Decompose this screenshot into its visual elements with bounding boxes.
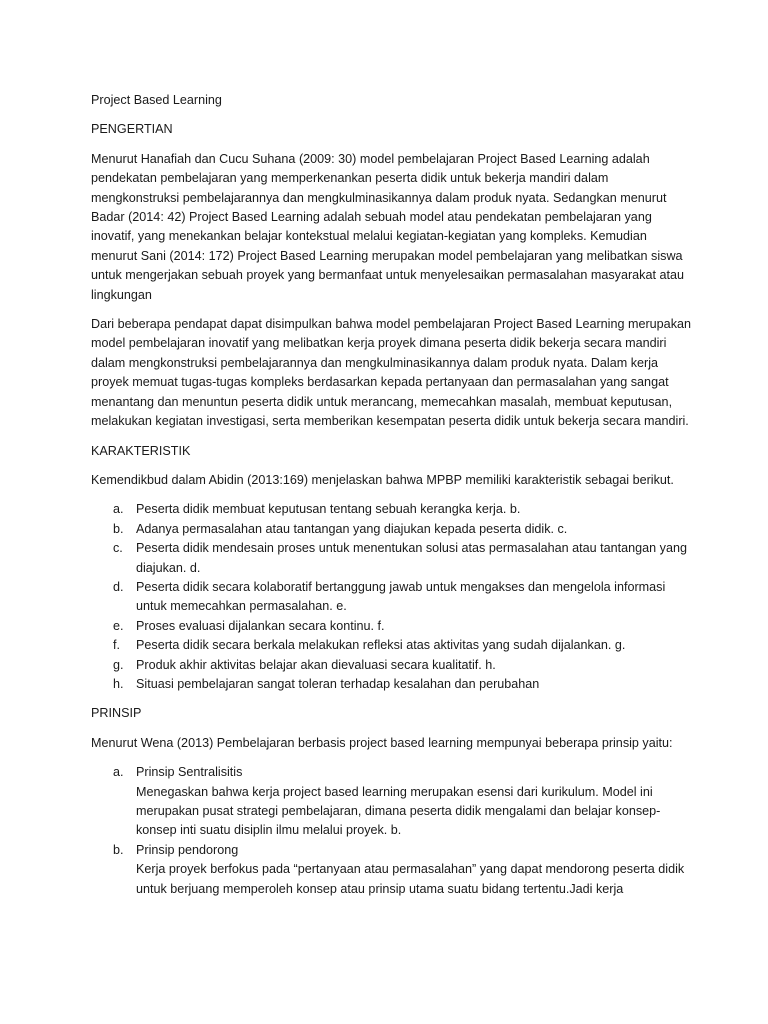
list-item	[91, 656, 691, 675]
list-item	[91, 578, 691, 617]
list-item	[91, 539, 691, 578]
list-item-text: Kerja proyek berfokus pada “pertanyaan atau permasalahan” yang dapat mendorong peserta didik untuk berjuang memperoleh konsep atau prinsip utama suatu bidang tertentu.Jadi kerja	[136, 862, 685, 896]
list-marker: b.	[113, 842, 124, 857]
list-marker: a.	[113, 765, 124, 780]
list-item-title: Prinsip pendorong	[136, 842, 239, 857]
heading-prinsip: PRINSIP	[91, 706, 142, 721]
list-marker: f.	[113, 638, 120, 653]
list-item-text: Proses evaluasi dijalankan secara kontinu. f.	[136, 618, 385, 633]
list-item-text: Adanya permasalahan atau tantangan yang diajukan kepada peserta didik. c.	[136, 521, 568, 536]
karakteristik-list	[91, 500, 691, 694]
list-marker: a.	[113, 502, 124, 517]
list-item-text: Peserta didik secara berkala melakukan refleksi atas aktivitas yang sudah dijalankan. g.	[136, 638, 626, 653]
karakteristik-intro: Kemendikbud dalam Abidin (2013:169) menjelaskan bahwa MPBP memiliki karakteristik sebagai berikut.	[91, 472, 674, 487]
list-item	[91, 520, 691, 539]
list-marker: d.	[113, 579, 124, 594]
list-marker: e.	[113, 618, 124, 633]
list-item-text: Produk akhir aktivitas belajar akan dievaluasi secara kualitatif. h.	[136, 657, 496, 672]
list-item-text: Peserta didik mendesain proses untuk menentukan solusi atas permasalahan atau tantangan yang diajukan. d.	[136, 541, 687, 575]
list-item	[91, 841, 691, 899]
list-marker: h.	[113, 676, 124, 691]
document-page	[91, 91, 691, 909]
list-item	[91, 675, 691, 694]
list-item	[91, 617, 691, 636]
heading-pengertian: PENGERTIAN	[91, 122, 173, 137]
prinsip-intro: Menurut Wena (2013) Pembelajaran berbasis project based learning mempunyai beberapa prinsip yaitu:	[91, 735, 673, 750]
list-marker: c.	[113, 541, 123, 556]
list-item-text: Situasi pembelajaran sangat toleran terhadap kesalahan dan perubahan	[136, 676, 540, 691]
list-marker: g.	[113, 657, 124, 672]
list-marker: b.	[113, 521, 124, 536]
document-title: Project Based Learning	[91, 93, 222, 107]
pengertian-paragraph-2: Dari beberapa pendapat dapat disimpulkan bahwa model pembelajaran Project Based Learning merupakan model pembelajaran inovatif yang melibatkan kerja proyek dimana peserta didik bekerja secara mandiri dalam mengkonstruksi pembelajarannya dan mengkulminasikannya dalam produk nyata. Dalam kerja proyek memuat tugas-tugas kompleks berdasarkan kepada pertanyaan dan permasalahan yang sangat menantang dan menuntun peserta didik untuk merancang, memecahkan masalah, membuat keputusan, melakukan kegiatan investigasi, serta memberikan kesempatan peserta didik untuk bekerja secara mandiri.	[91, 317, 691, 429]
list-item-text: Menegaskan bahwa kerja project based learning merupakan esensi dari kurikulum. Model ini merupakan pusat strategi pembelajaran, dimana peserta didik mengalami dan belajar konsep-konsep inti suatu disiplin ilmu melalui proyek. b.	[136, 784, 661, 838]
list-item	[91, 636, 691, 655]
list-item-text: Peserta didik secara kolaboratif bertanggung jawab untuk mengakses dan mengelola informasi untuk memecahkan permasalahan. e.	[136, 579, 666, 614]
heading-karakteristik: KARAKTERISTIK	[91, 443, 191, 458]
prinsip-list	[91, 763, 691, 899]
pengertian-paragraph-1: Menurut Hanafiah dan Cucu Suhana (2009: 30) model pembelajaran Project Based Learning adalah pendekatan pembelajaran yang memperkenankan peserta didik untuk bekerja mandiri dalam mengkonstruksi pembelajarannya dan mengkulminasikannya dalam produk nyata. Sedangkan menurut Badar (2014: 42) Project Based Learning adalah sebuah model atau pendekatan pembelajaran yang inovatif, yang menekankan belajar kontekstual melalui kegiatan-kegiatan yang kompleks. Kemudian menurut Sani (2014: 172) Project Based Learning merupakan model pembelajaran yang melibatkan siswa untuk mengerjakan sebuah proyek yang bermanfaat untuk menyelesaikan permasalahan masyarakat atau lingkungan	[91, 151, 684, 302]
list-item-title: Prinsip Sentralisitis	[136, 765, 243, 780]
list-item-text: Peserta didik membuat keputusan tentang sebuah kerangka kerja. b.	[136, 502, 521, 517]
list-item	[91, 500, 691, 519]
list-item	[91, 763, 691, 841]
